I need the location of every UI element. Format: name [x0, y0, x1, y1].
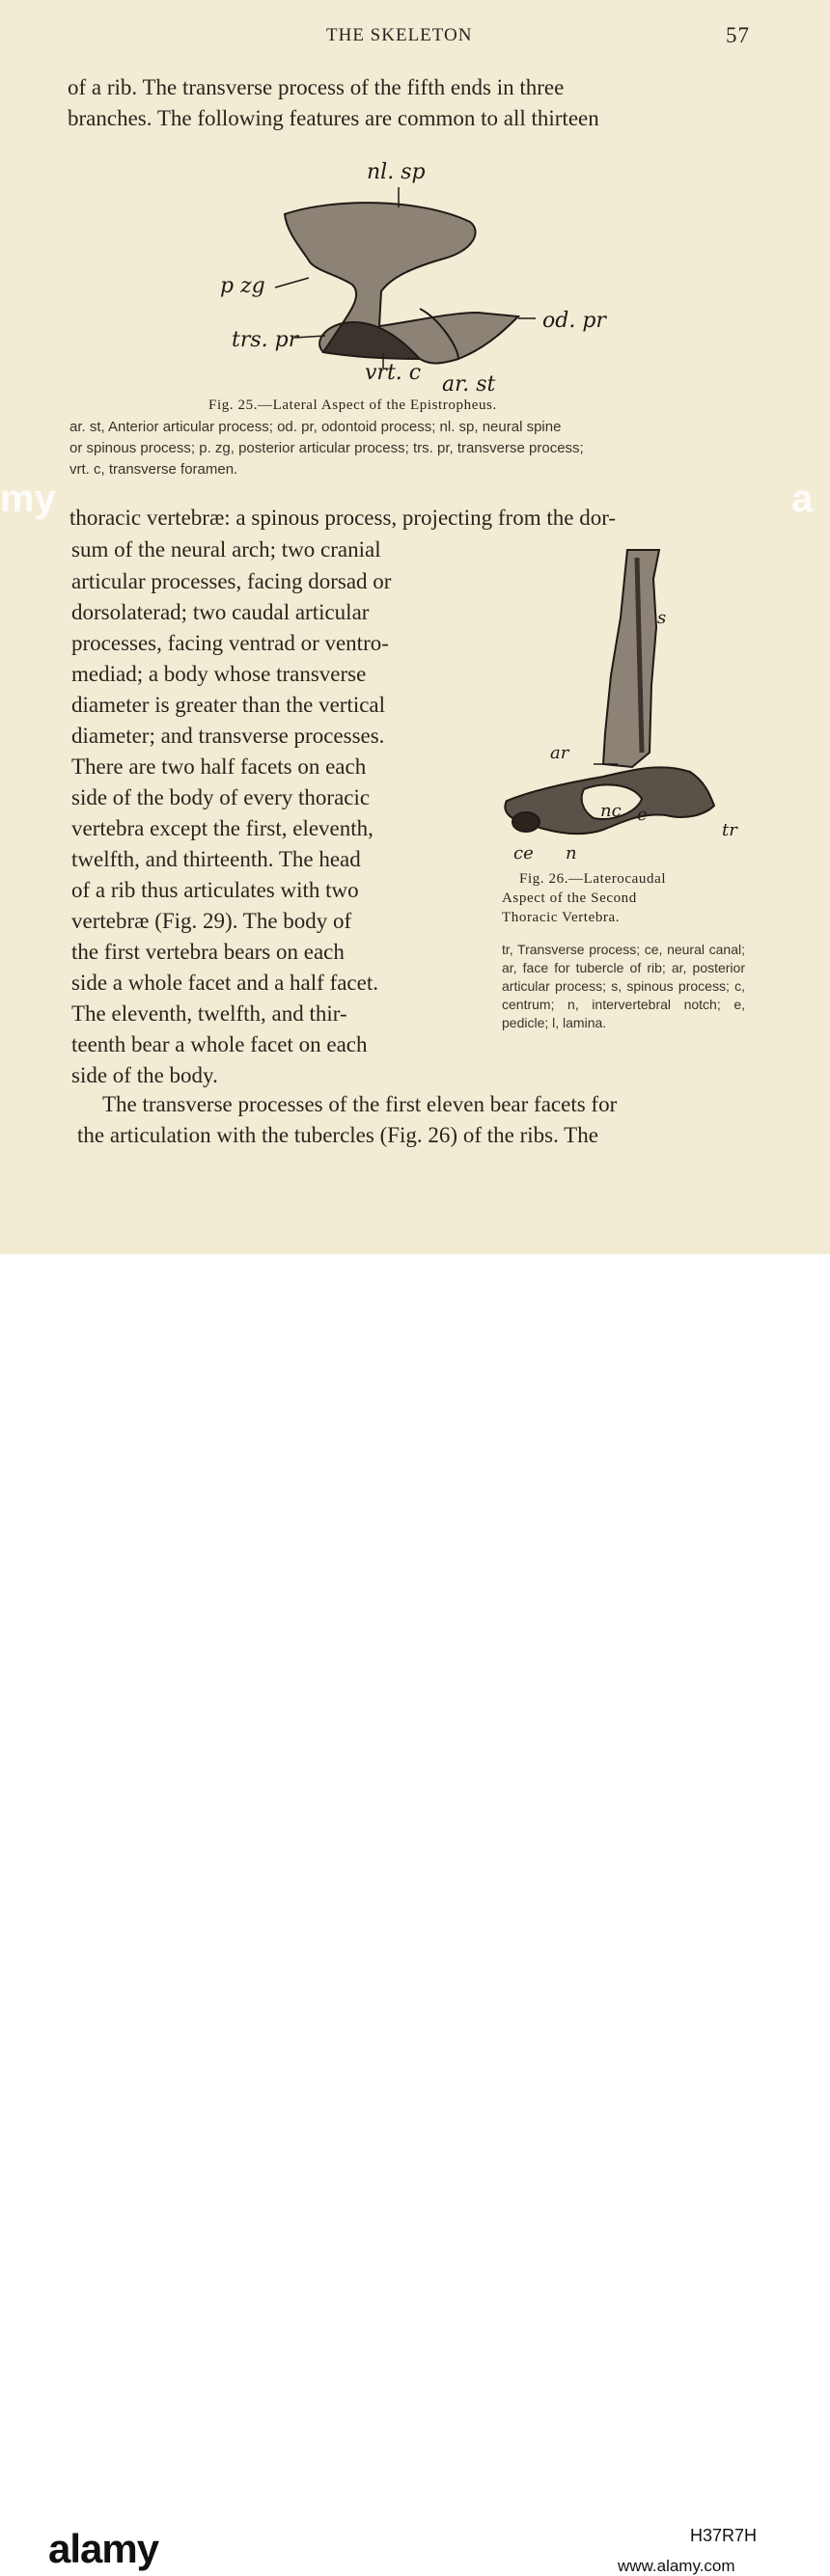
paragraph-line: the first vertebra bears on each [71, 940, 345, 964]
stock-footer-bar [0, 1254, 830, 2575]
fig26-caption-title-line: Aspect of the Second [502, 891, 637, 906]
paragraph-line: processes, facing ventrad or ventro- [71, 631, 389, 655]
paragraph-line: branches. The following features are common to all thirteen [68, 106, 599, 130]
paragraph-line: vertebræ (Fig. 29). The body of [71, 909, 352, 933]
thoracic-vertebra-illustration [497, 540, 748, 868]
paragraph-line: The transverse processes of the first eleven bear facets for [102, 1092, 618, 1116]
fig25-caption-line: or spinous process; p. zg, posterior articular process; trs. pr, transverse process; [69, 440, 584, 456]
epistropheus-illustration [217, 154, 603, 396]
fig25-caption-line: vrt. c, transverse foramen. [69, 461, 238, 478]
fig26-label-tr: tr [722, 820, 737, 840]
fig26-label-e: e [637, 805, 648, 825]
paragraph-line: side a whole facet and a half facet. [71, 971, 378, 995]
fig26-label-ce: ce [513, 843, 534, 863]
fig25-label-od-pr: od. pr [542, 309, 606, 333]
fig26-caption-text: tr, Transverse process; ce, neural canal; ar, face for tubercle of rib; ar, posterior articular process; s, spinous process; c, centrum; n, intervertebral notch; e, pedicle; l, lamina. [502, 942, 745, 1030]
paragraph-line: of a rib thus articulates with two [71, 878, 359, 902]
paragraph-line: mediad; a body whose transverse [71, 662, 367, 686]
paragraph-line: There are two half facets on each [71, 754, 367, 779]
paragraph-line: The eleventh, twelfth, and thir- [71, 1001, 347, 1026]
paragraph-line: of a rib. The transverse process of the fifth ends in three [68, 75, 565, 99]
fig25-label-trs-pr: trs. pr [232, 328, 299, 352]
fig26-caption-title-line: Thoracic Vertebra. [502, 910, 621, 925]
fig26-caption-title-line: Fig. 26.—Laterocaudal [519, 871, 667, 887]
fig26-label-s: s [657, 608, 667, 628]
page-number: 57 [726, 23, 750, 47]
paragraph-line: sum of the neural arch; two cranial [71, 537, 381, 562]
fig26-label-nc: nc [600, 801, 622, 821]
book-page [0, 0, 830, 1254]
paragraph-line: dorsolaterad; two caudal articular [71, 600, 370, 624]
watermark-fragment: a [791, 478, 814, 520]
brand-logo: alamy [48, 2526, 159, 2571]
fig25-caption-line: ar. st, Anterior articular process; od. pr, odontoid process; nl. sp, neural spine [69, 419, 562, 435]
fig25-label-vrt-c: vrt. c [365, 361, 422, 385]
fig25-label-p-zg: p zg [220, 274, 265, 298]
paragraph-line: thoracic vertebræ: a spinous process, projecting from the dor- [69, 506, 617, 530]
paragraph-line: diameter is greater than the vertical [71, 693, 386, 717]
paragraph-line: the articulation with the tubercles (Fig. 26) of the ribs. The [77, 1123, 598, 1147]
image-id: H37R7H [690, 2526, 758, 2545]
fig25-label-nl-sp: nl. sp [367, 160, 426, 184]
paragraph-line: diameter; and transverse processes. [71, 724, 385, 748]
fig25-label-ar-st: ar. st [442, 372, 496, 397]
fig26-label-ar: ar [550, 743, 569, 763]
site-url: www.alamy.com [618, 2557, 735, 2575]
paragraph-line: vertebra except the first, eleventh, [71, 816, 374, 840]
fig25-caption-title: Fig. 25.—Lateral Aspect of the Epistropheus. [208, 397, 497, 413]
fig26-label-n: n [566, 843, 577, 863]
paragraph-line: side of the body. [71, 1063, 218, 1087]
paragraph-line: teenth bear a whole facet on each [71, 1032, 368, 1056]
paragraph-line: twelfth, and thirteenth. The head [71, 847, 361, 871]
paragraph-line: side of the body of every thoracic [71, 785, 371, 809]
paragraph-line: articular processes, facing dorsad or [71, 569, 392, 593]
watermark-fragment: my [0, 478, 56, 520]
running-header-title: THE SKELETON [326, 25, 473, 45]
